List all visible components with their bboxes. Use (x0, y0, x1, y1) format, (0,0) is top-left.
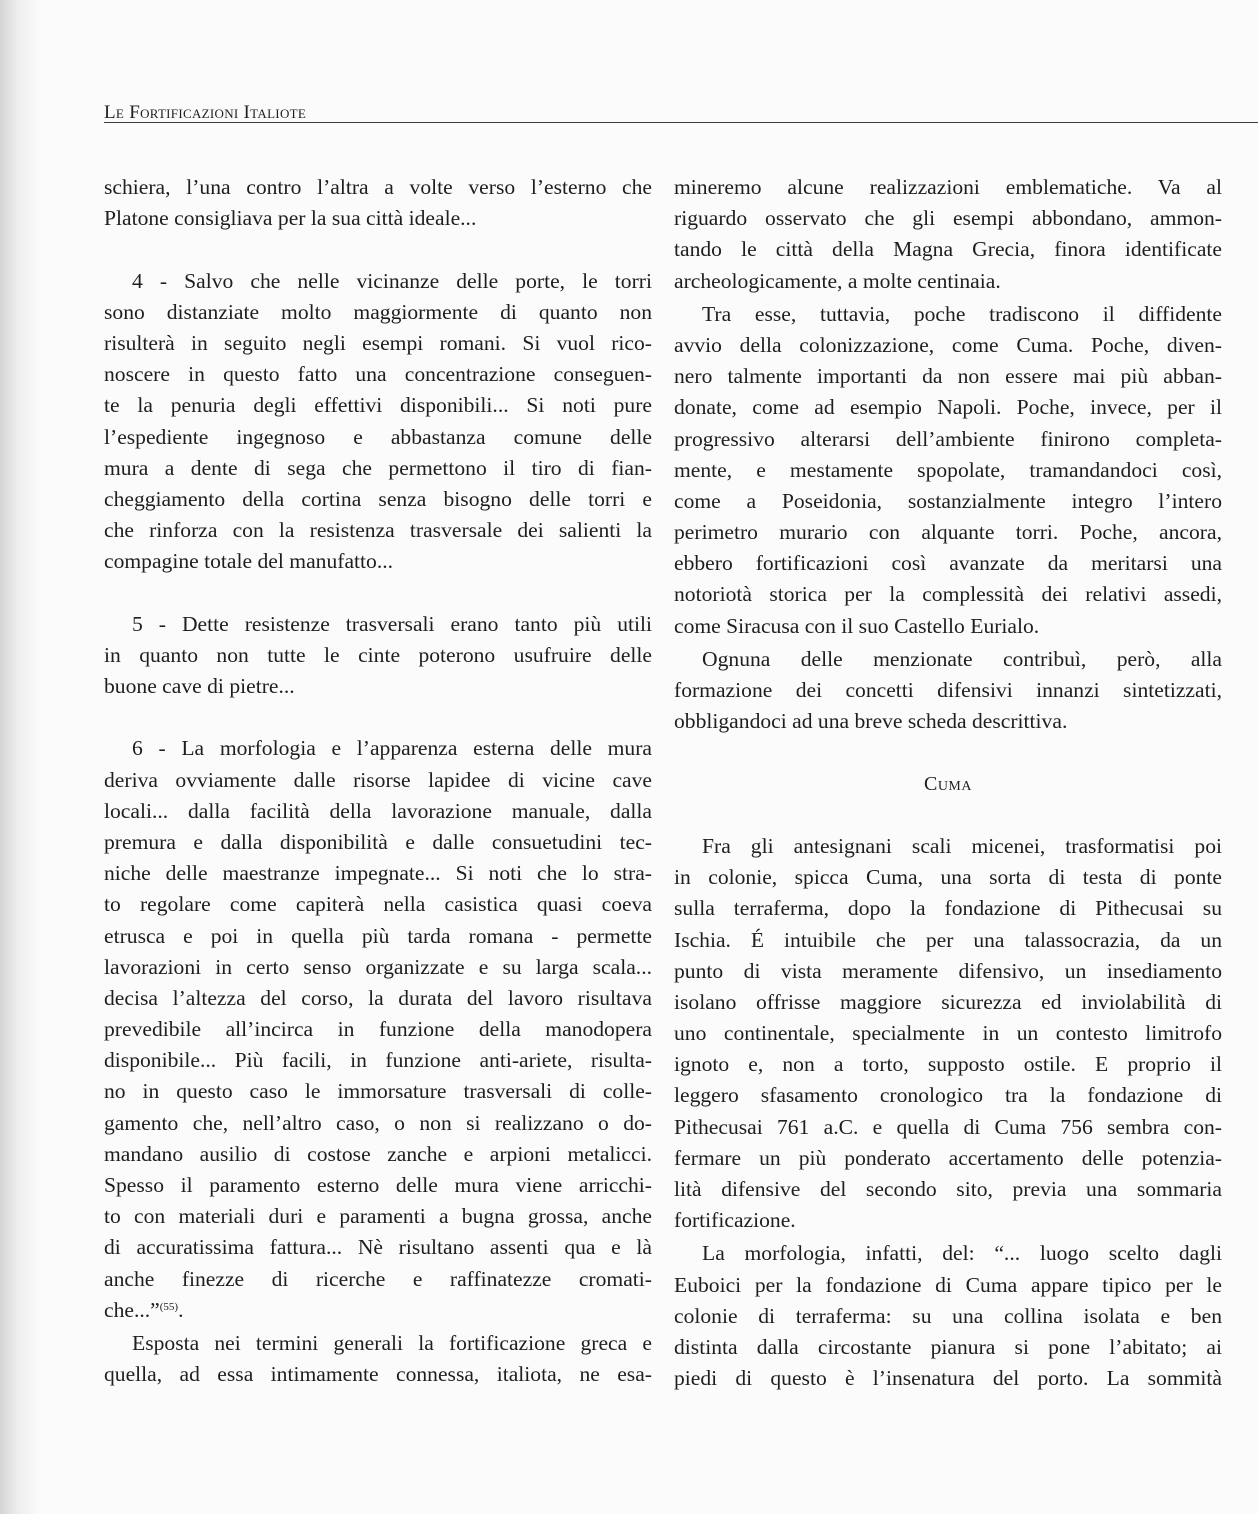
text-line: piedi di questo è l’insenatura del porto. La sommità (674, 1366, 1222, 1391)
text-line: disponibile... Più facili, in funzione anti-ariete, risulta- (104, 1048, 652, 1073)
spine-shadow (0, 0, 40, 1514)
text-line: 6 - La morfologia e l’apparenza esterna delle mura (132, 736, 652, 761)
text-line: niche delle maestranze impegnate... Si noti che lo stra- (104, 861, 652, 886)
text-line: nero talmente importanti da non essere mai più abban- (674, 364, 1222, 389)
text-line: Spesso il paramento esterno delle mura viene arricchi- (104, 1173, 652, 1197)
paragraph-gap (104, 234, 652, 265)
quote-close-text: che...” (104, 1297, 160, 1322)
text-line: punto di vista meramente difensivo, un insediamento (674, 958, 1222, 983)
text-line: mente, e mestamente spopolate, tramandandoci così, (674, 457, 1222, 482)
text-line: Esposta nei termini generali la fortificazione greca e (132, 1330, 652, 1355)
text-line: l’espediente ingegnoso e abbastanza comune delle (104, 424, 652, 449)
paragraph-gap (104, 702, 652, 733)
paragraph-point-4 (104, 266, 652, 578)
text-line: etrusca e poi in quella più tarda romana - permette (104, 923, 652, 948)
text-line: premura e dalla disponibilità e dalle consuetudini tec- (104, 829, 652, 854)
text-line: obbligandoci ad una breve scheda descrittiva. (674, 709, 1068, 734)
text-line: Platone consigliava per la sua città ideale... (104, 206, 477, 231)
text-line: leggero sfasamento cronologico tra la fondazione di (674, 1083, 1222, 1108)
text-line: buone cave di pietre... (104, 674, 295, 698)
paragraph-intro-left (104, 172, 652, 234)
paragraph-morfologia (674, 1238, 1222, 1394)
text-line: di accuratissima fattura... Nè risultano assenti qua e là (104, 1235, 652, 1260)
text-line: riguardo osservato che gli esempi abbondano, ammon- (674, 206, 1222, 231)
text-line: isolano offrisse maggiore sicurezza ed inviolabilità di (674, 989, 1222, 1014)
text-line: compagine totale del manufatto... (104, 549, 394, 574)
text-line: to con materiali duri e paramenti a bugna grossa, anche (104, 1204, 652, 1229)
text-line: mandano ausilio di costose zanche e arpioni metalicci. (104, 1141, 652, 1166)
text-line: Ischia. É intuibile che per una talassocrazia, da un (674, 927, 1222, 952)
text-line: in quanto non tutte le cinte poterono usufruire delle (104, 642, 652, 667)
paragraph-intro-right (674, 172, 1222, 297)
text-line: Euboici per la fondazione di Cuma appare tipico per le (674, 1272, 1222, 1297)
section-heading-cuma: Cuma (923, 772, 972, 795)
right-column (674, 172, 1222, 1394)
text-line: schiera, l’una contro l’altra a volte verso l’esterno che (104, 175, 652, 199)
text-line: Ognuna delle menzionate contribuì, però, alla (702, 646, 1222, 671)
paragraph-gap (104, 577, 652, 608)
text-line: gamento che, nell’altro caso, o non si realizzano o do- (104, 1110, 652, 1135)
text-line: sulla terraferma, dopo la fondazione di Pithecusai su (674, 896, 1222, 921)
text-line: La morfologia, infatti, del: “... luogo scelto dagli (702, 1241, 1222, 1266)
running-head: Le Fortificazioni Italiote (104, 102, 307, 123)
text-line: to regolare come capiterà nella casistica quasi coeva (104, 892, 652, 917)
text-line: che rinforza con la resistenza trasversale dei salienti la (104, 518, 652, 543)
paragraph-point-6-last-line (104, 1295, 652, 1326)
text-line: cheggiamento della cortina senza bisogno delle torri e (104, 486, 652, 511)
text-line: sono distanziate molto maggiormente di quanto non (104, 299, 652, 324)
text-line: risulterà in seguito negli esempi romani. Si vuol rico- (104, 330, 652, 355)
footnote-ref: (55) (159, 1300, 179, 1313)
text-line: ebbero fortificazioni così avanzate da meritarsi una (674, 551, 1222, 576)
text-line: deriva ovviamente dalle risorse lapidee di vicine cave (104, 767, 652, 792)
text-line: perimetro murario con alquante torri. Poche, ancora, (674, 520, 1222, 545)
text-line: fermare un più ponderato accertamento delle potenzia- (674, 1145, 1222, 1170)
text-line: quella, ad essa intimamente connessa, italiota, ne esa- (104, 1362, 652, 1387)
text-line: progressivo alterarsi dell’ambiente finirono completa- (674, 426, 1222, 451)
text-line: decisa l’altezza del corso, la durata del lavoro risultava (104, 985, 652, 1010)
quote-close-tail: . (178, 1297, 184, 1322)
text-line: locali... dalla facilità della lavorazione manuale, dalla (104, 798, 652, 823)
text-line: archeologicamente, a molte centinaia. (674, 268, 1001, 293)
text-line: noscere in questo fatto una concentrazione conseguen- (104, 362, 652, 387)
text-line: lità difensive del secondo sito, previa una sommaria (674, 1177, 1222, 1201)
paragraph-tra-esse (674, 299, 1222, 642)
paragraph-point-5 (104, 609, 652, 703)
text-line: te la penuria degli effettivi disponibili... Si noti pure (104, 393, 652, 418)
text-line: mineremo alcune realizzazioni emblematiche. Va al (674, 175, 1222, 199)
text-line: formazione dei concetti difensivi innanzi sintetizzati, (674, 678, 1222, 702)
text-line: anche finezze di ricerche e raffinatezze cromati- (104, 1266, 652, 1291)
text-line: ignoto e, non a torto, supposto ostile. E proprio il (674, 1052, 1222, 1077)
text-line: colonie di terraferma: su una collina isolata e ben (674, 1303, 1222, 1328)
paragraph-gap (674, 737, 1222, 768)
paragraph-gap (674, 800, 1222, 831)
text-line: tando le città della Magna Grecia, finora identificate (674, 237, 1222, 262)
text-line: uno continentale, specialmente in un contesto limitrofo (674, 1021, 1222, 1046)
text-line: donate, come ad esempio Napoli. Poche, invece, per il (674, 395, 1222, 420)
paragraph-esposta (104, 1328, 652, 1390)
text-line: distinta dalla circostante pianura si pone l’abitato; ai (674, 1334, 1222, 1359)
text-line: 5 - Dette resistenze trasversali erano tanto più utili (132, 611, 652, 636)
text-line: avvio della colonizzazione, come Cuma. Poche, diven- (674, 332, 1222, 357)
text-line: fortificazione. (674, 1208, 796, 1233)
left-column (104, 172, 652, 1390)
text-line: Fra gli antesignani scali micenei, trasformatisi poi (702, 833, 1222, 858)
text-line: in colonie, spicca Cuma, una sorta di testa di ponte (674, 865, 1222, 890)
text-line: come a Poseidonia, sostanzialmente integro l’intero (674, 488, 1222, 513)
header-rule (104, 122, 1258, 123)
text-line: lavorazioni in certo senso organizzate e su larga scala... (104, 954, 652, 979)
text-line: notoriotà storica per la complessità dei relativi assedi, (674, 582, 1222, 607)
text-line: Pithecusai 761 a.C. e quella di Cuma 756 sembra con- (674, 1114, 1222, 1139)
text-line: Tra esse, tuttavia, poche tradiscono il diffidente (702, 301, 1222, 326)
text-line: 4 - Salvo che nelle vicinanze delle porte, le torri (132, 268, 652, 293)
text-line: prevedibile all’incirca in funzione della manodopera (104, 1017, 652, 1042)
paragraph-point-6 (104, 733, 652, 1294)
text-line: no in questo caso le immorsature trasversali di colle- (104, 1079, 652, 1104)
paragraph-fra-gli (674, 831, 1222, 1236)
paragraph-ognuna (674, 644, 1222, 738)
text-line: come Siracusa con il suo Castello Eurialo. (674, 613, 1040, 638)
text-line: mura a dente di sega che permettono il tiro di fian- (104, 455, 652, 480)
